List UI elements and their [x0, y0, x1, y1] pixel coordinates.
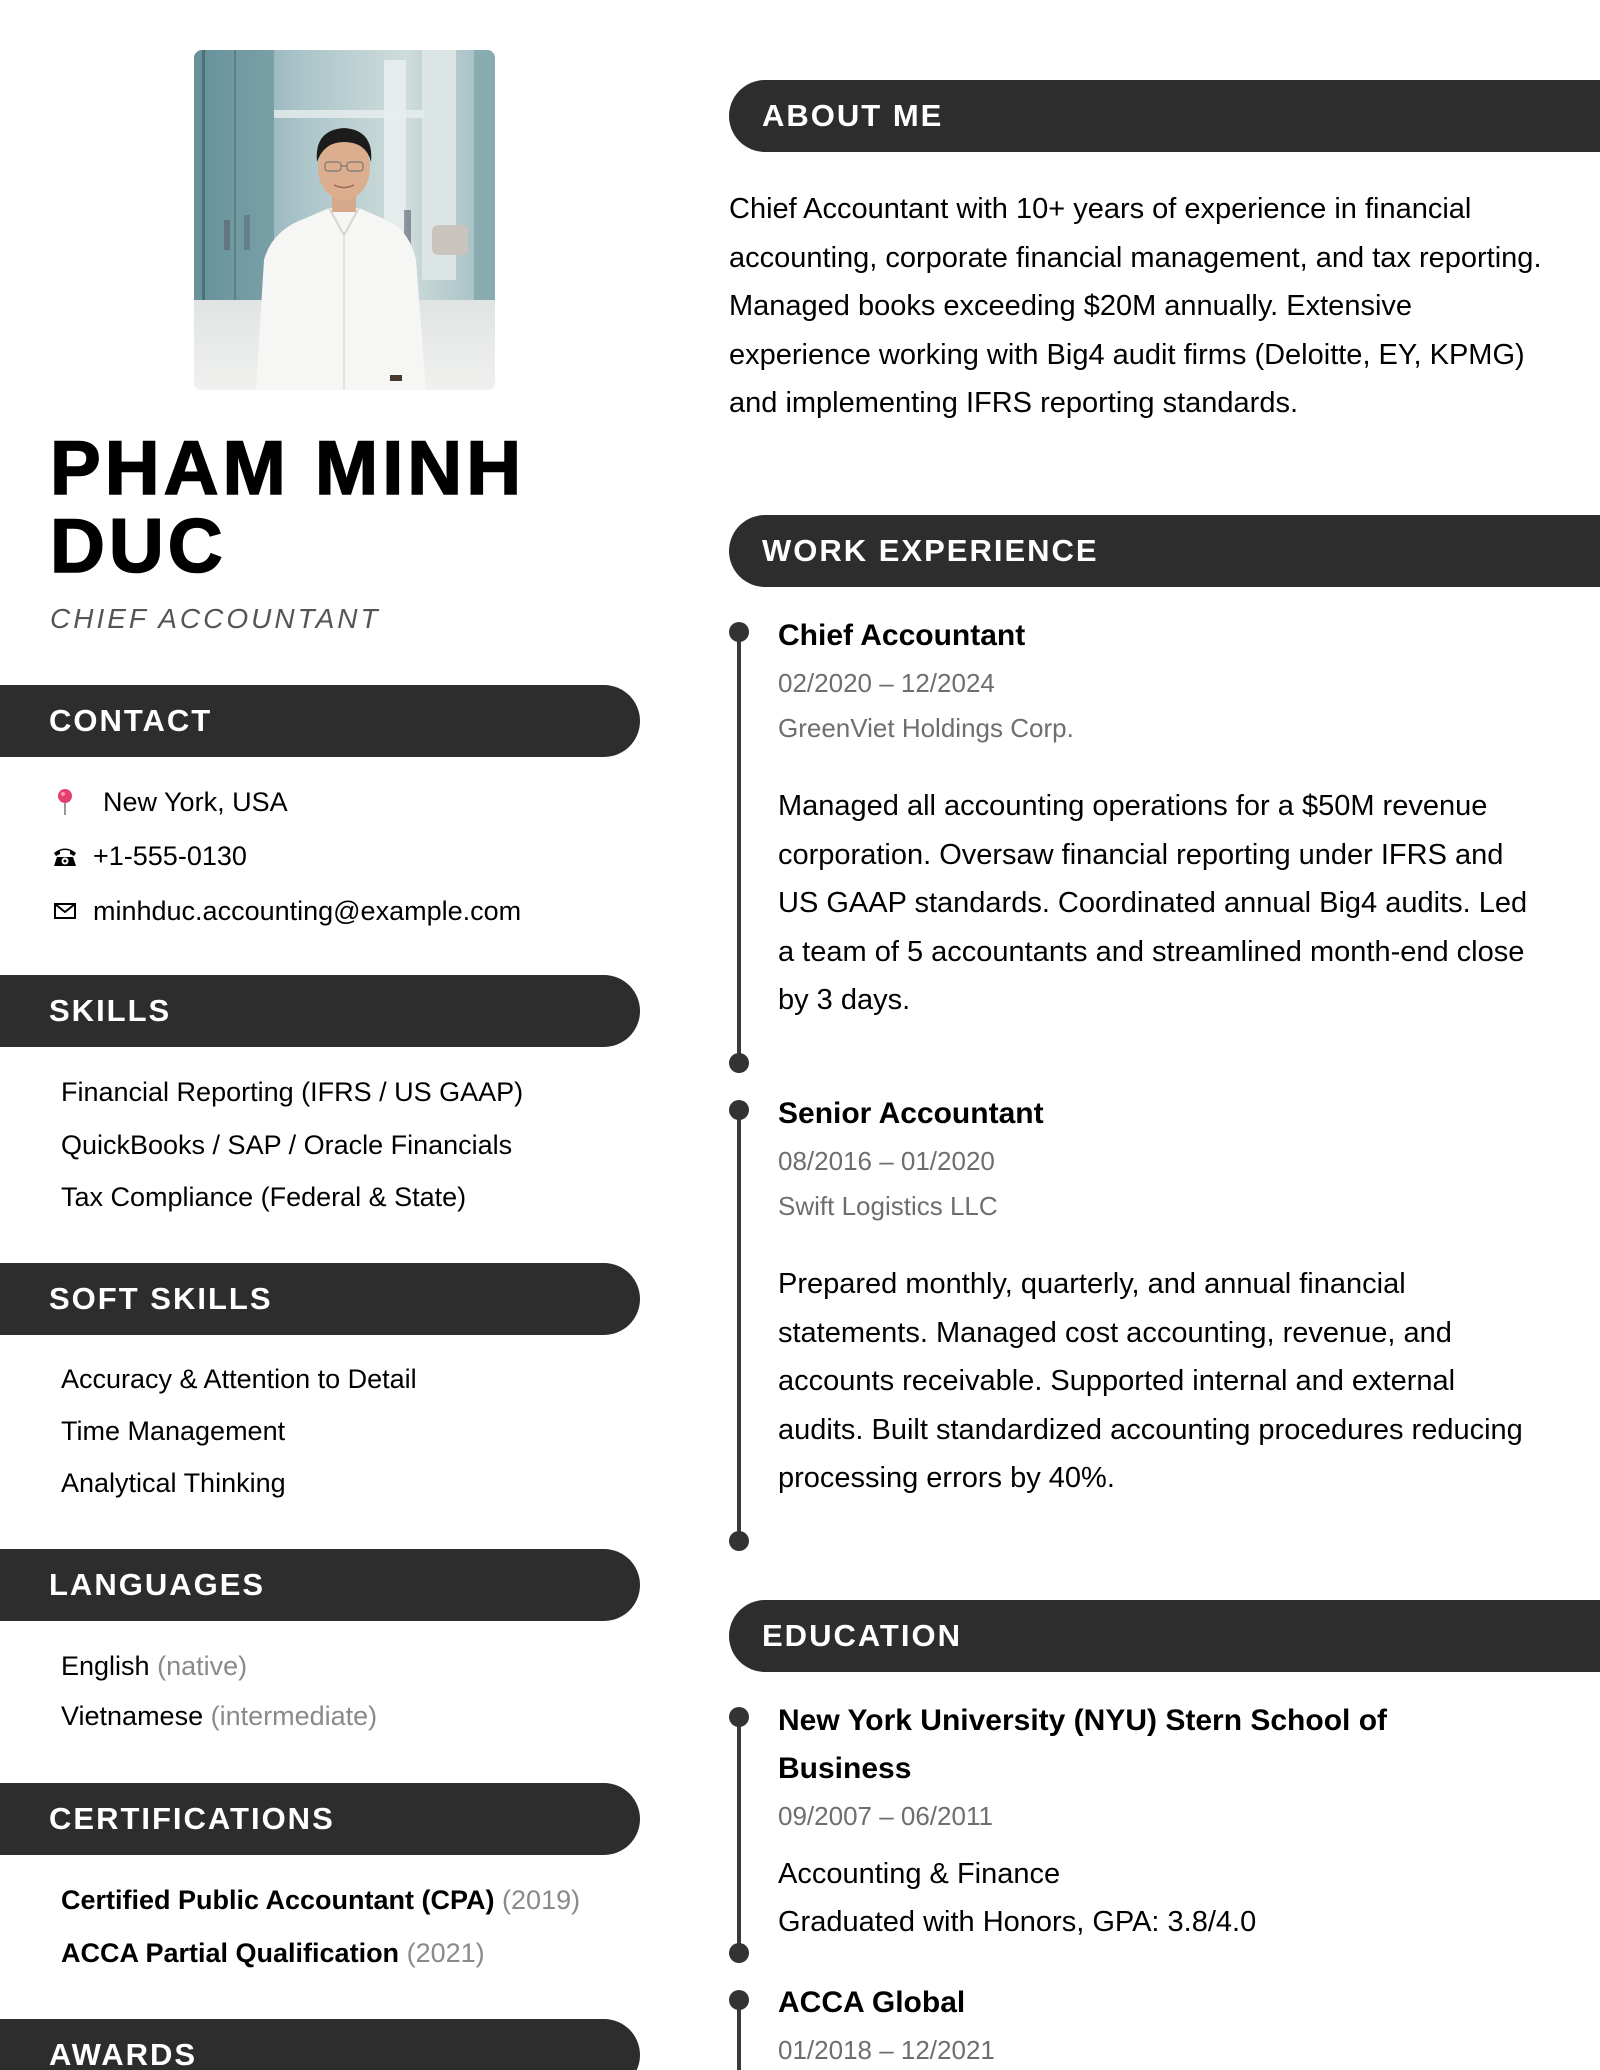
language-level: (native) [157, 1651, 248, 1681]
section-title: WORK EXPERIENCE [762, 533, 1099, 568]
school-name: New York University (NYU) Stern School of Business [778, 1704, 1388, 1785]
envelope-icon [50, 903, 80, 919]
certification-name: Certified Public Accountant (CPA) [61, 1885, 495, 1915]
job-company: Swift Logistics LLC [778, 1191, 998, 1221]
job-description: Prepared monthly, quarterly, and annual financial statements. Managed cost accounting, revenue, and accounts receivable. Supported internal and external audits. Built standardized accounting procedures reducing processing errors by 40%. [778, 1268, 1523, 1494]
certification-year: (2019) [502, 1885, 581, 1915]
contact-email[interactable] [50, 891, 521, 931]
section-title: SKILLS [49, 993, 172, 1028]
language-level: (intermediate) [210, 1701, 378, 1731]
job-description: Managed all accounting operations for a $50M revenue corporation. Oversaw financial reporting under IFRS and US GAAP standards. Coordinated annual Big4 audits. Led a team of 5 accountants and streamlined month-end close by 3 days. [778, 790, 1528, 1016]
phone-icon [50, 845, 80, 867]
timeline-dot [729, 622, 749, 642]
candidate-name [50, 426, 650, 589]
section-header-work-experience [729, 515, 1600, 587]
language-name: English [61, 1651, 150, 1681]
about-paragraph: Chief Accountant with 10+ years of experience in financial accounting, corporate financial management, and tax reporting. Managed books exceeding $20M annually. Extensive experience working with Big4 audit firms (Deloitte, EY, KPMG) and implementing IFRS reporting standards. [729, 193, 1542, 419]
language-item [61, 1699, 377, 1733]
timeline-line [737, 1110, 741, 1541]
skill-item: Financial Reporting (IFRS / US GAAP) [61, 1077, 524, 1107]
language-item [61, 1649, 247, 1683]
portrait-illustration [194, 50, 495, 390]
language-name: Vietnamese [61, 1701, 204, 1731]
section-header-awards [0, 2019, 640, 2070]
timeline-dot [729, 1943, 749, 1963]
skill-item: QuickBooks / SAP / Oracle Financials [61, 1130, 513, 1160]
certification-item [61, 1883, 580, 1917]
section-title: AWARDS [49, 2037, 198, 2070]
section-title: ABOUT ME [762, 98, 944, 133]
timeline-dot [729, 1990, 749, 2010]
job-company: GreenViet Holdings Corp. [778, 713, 1074, 743]
certification-name: ACCA Partial Qualification [61, 1938, 400, 1968]
education-dates: 09/2007 – 06/2011 [778, 1801, 993, 1831]
profile-photo [194, 50, 495, 390]
timeline-line [737, 1717, 741, 1953]
section-title: LANGUAGES [49, 1567, 266, 1602]
education-note: Graduated with Honors, GPA: 3.8/4.0 [778, 1906, 1257, 1938]
section-header-skills [0, 975, 640, 1047]
section-title: SOFT SKILLS [49, 1281, 273, 1316]
email-text: minhduc.accounting@example.com [93, 895, 522, 926]
school-name: ACCA Global [778, 1986, 966, 2019]
section-title: CERTIFICATIONS [49, 1801, 335, 1836]
section-header-soft-skills [0, 1263, 640, 1335]
section-header-contact [0, 685, 640, 757]
job-title: Senior Accountant [778, 1097, 1044, 1130]
soft-skill-item: Time Management [61, 1416, 286, 1446]
education-dates: 01/2018 – 12/2021 [778, 2035, 995, 2065]
section-title: CONTACT [49, 703, 213, 738]
timeline-dot [729, 1053, 749, 1073]
timeline-dot [729, 1531, 749, 1551]
soft-skill-item: Analytical Thinking [61, 1468, 286, 1498]
skill-item: Tax Compliance (Federal & State) [61, 1182, 467, 1212]
timeline-line [737, 2000, 741, 2070]
certification-item [61, 1936, 485, 1970]
soft-skill-item: Accuracy & Attention to Detail [61, 1364, 417, 1394]
name-line-2: DUC [50, 504, 227, 589]
map-pin-icon [50, 787, 80, 817]
contact-location [50, 782, 288, 822]
job-dates: 08/2016 – 01/2020 [778, 1146, 995, 1176]
section-header-certifications [0, 1783, 640, 1855]
name-line-1: PHAM MINH [50, 426, 526, 511]
education-major: Accounting & Finance [778, 1858, 1061, 1890]
section-title: EDUCATION [762, 1618, 962, 1653]
timeline-line [737, 632, 741, 1063]
job-title: CHIEF ACCOUNTANT [50, 603, 381, 634]
section-header-education [729, 1600, 1600, 1672]
timeline-dot [729, 1100, 749, 1120]
job-dates: 02/2020 – 12/2024 [778, 668, 995, 698]
contact-phone[interactable] [50, 836, 247, 876]
location-text: New York, USA [103, 786, 288, 817]
timeline-dot [729, 1707, 749, 1727]
phone-text: +1-555-0130 [93, 840, 247, 871]
certification-year: (2021) [406, 1938, 485, 1968]
section-header-about [729, 80, 1600, 152]
section-header-languages [0, 1549, 640, 1621]
job-title: Chief Accountant [778, 619, 1026, 652]
